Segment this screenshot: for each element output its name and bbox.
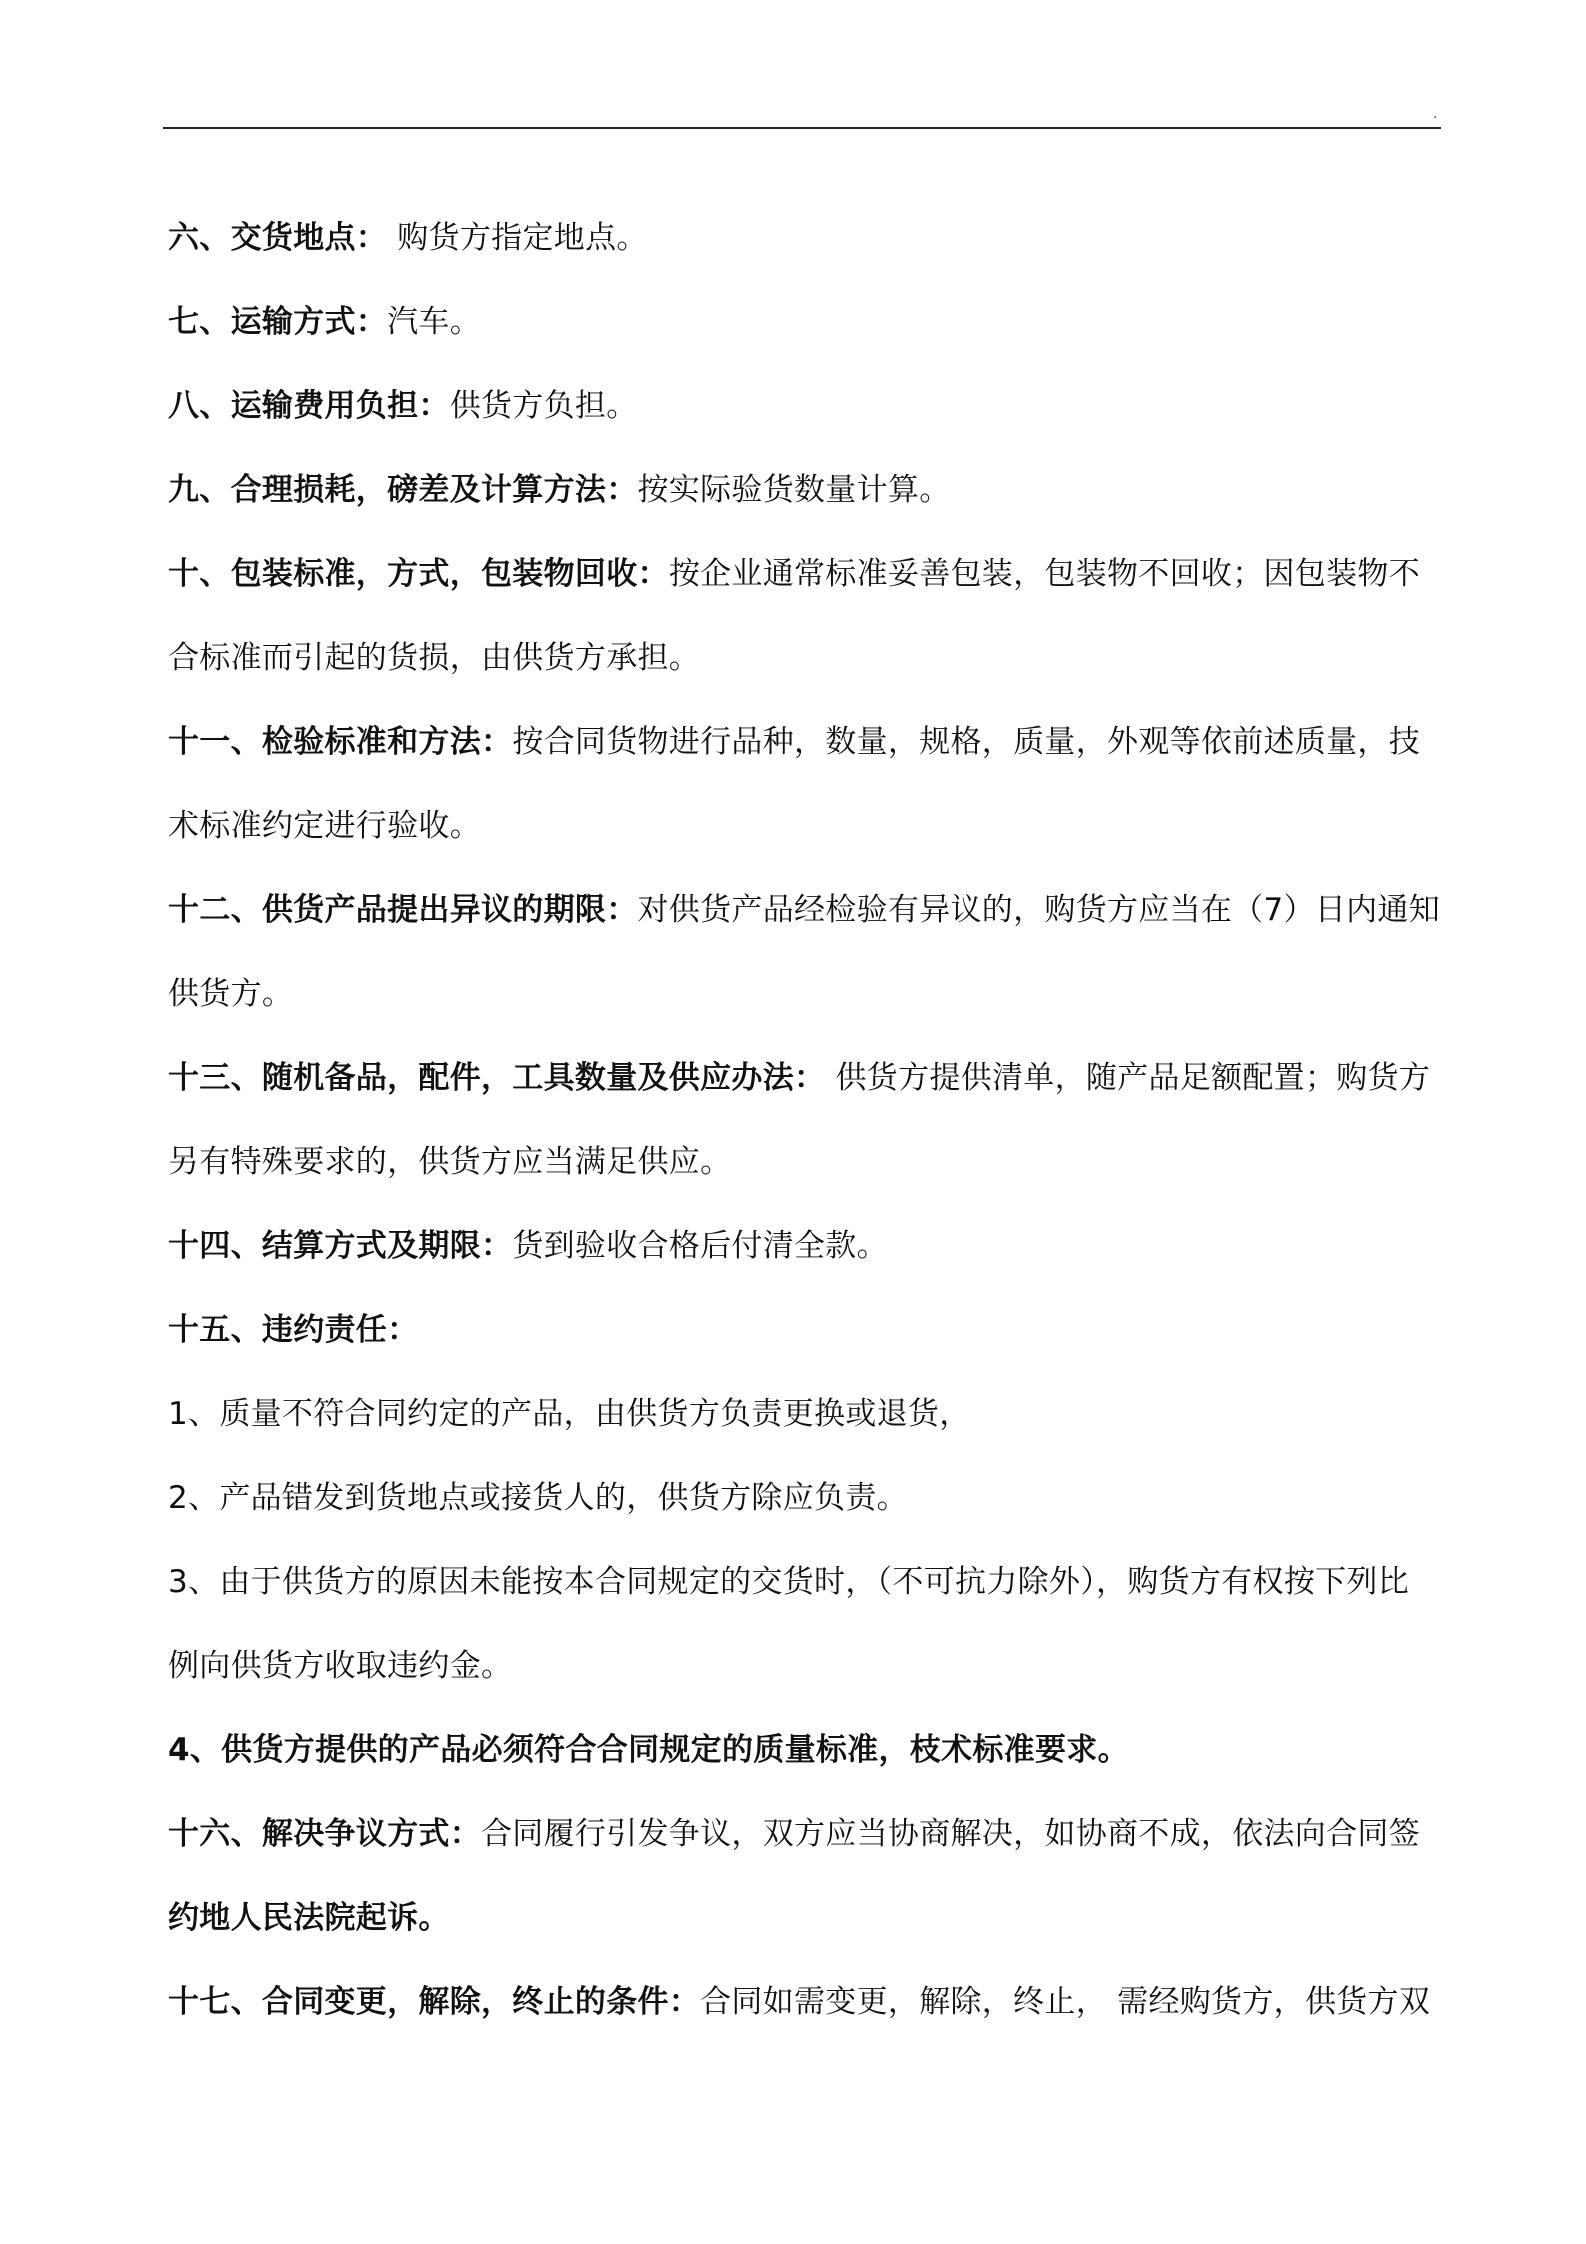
- clause-label: 十、包装标准，方式，包装物回收：: [168, 556, 669, 592]
- clause-7: [168, 280, 1450, 364]
- clause-text: 货到验收合格后付清全款。: [512, 1228, 888, 1264]
- clause-11-cont: [168, 784, 1450, 868]
- clause-text: 1、质量不符合同约定的产品，由供货方负责更换或退货，: [168, 1396, 971, 1432]
- clause-text: 3、由于供货方的原因未能按本合同规定的交货时，（不可抗力除外），购货方有权按下列比: [168, 1564, 1410, 1600]
- clause-15-item-3-cont: [168, 1624, 1450, 1708]
- clause-label: 八、运输费用负担：: [168, 388, 450, 424]
- clause-15-item-1: [168, 1372, 1450, 1456]
- clause-11: [168, 700, 1450, 784]
- clause-text: 购货方指定地点。: [387, 220, 648, 256]
- clause-label: 十一、检验标准和方法：: [168, 724, 513, 760]
- clause-9: [168, 448, 1450, 532]
- clause-14: [168, 1204, 1450, 1288]
- clause-12-cont: [168, 952, 1450, 1036]
- document-body: [168, 196, 1450, 2044]
- clause-8: [168, 364, 1450, 448]
- clause-15: [168, 1288, 1450, 1372]
- clause-label: 七、运输方式：: [168, 304, 388, 340]
- clause-text: 另有特殊要求的，供货方应当满足供应。: [168, 1144, 732, 1180]
- clause-label: 十四、结算方式及期限：: [168, 1228, 513, 1264]
- clause-text: 合标准而引起的货损，由供货方承担。: [168, 640, 701, 676]
- clause-13-cont: [168, 1120, 1450, 1204]
- clause-text: 2、产品错发到货地点或接货人的，供货方除应负责。: [168, 1480, 908, 1516]
- clause-label: 十三、随机备品，配件，工具数量及供应办法：: [168, 1060, 826, 1096]
- clause-15-item-2: [168, 1456, 1450, 1540]
- header-rule: [163, 127, 1441, 129]
- clause-16: [168, 1792, 1450, 1876]
- clause-label: 十二、供货产品提出异议的期限：: [168, 892, 638, 928]
- header-mark: .: [1433, 106, 1438, 122]
- clause-13: [168, 1036, 1450, 1120]
- clause-label: 约地人民法院起诉。: [168, 1900, 450, 1936]
- clause-label: 4、供货方提供的产品必须符合合同规定的质量标准，枝术标准要求。: [168, 1732, 1129, 1768]
- clause-text: 合同如需变更，解除，终止， 需经购货方，供货方双: [700, 1984, 1431, 2020]
- clause-text: 按实际验货数量计算。: [637, 472, 951, 508]
- clause-16-cont: [168, 1876, 1450, 1960]
- clause-text: 供货方。: [168, 976, 294, 1012]
- clause-text: 供货方提供清单，随产品足额配置；购货方: [825, 1060, 1431, 1096]
- clause-15-item-3: [168, 1540, 1450, 1624]
- clause-text: 对供货产品经检验有异议的，购货方应当在（7）日内通知: [637, 892, 1441, 928]
- clause-text: 合同履行引发争议，双方应当协商解决，如协商不成，依法向合同签: [481, 1816, 1420, 1852]
- clause-text: 按合同货物进行品种，数量，规格，质量，外观等依前述质量，技: [512, 724, 1421, 760]
- clause-text: 术标准约定进行验收。: [168, 808, 481, 844]
- clause-label: 六、交货地点：: [168, 220, 388, 256]
- clause-label: 十五、违约责任：: [168, 1312, 419, 1348]
- clause-10-cont: [168, 616, 1450, 700]
- clause-17: [168, 1960, 1450, 2044]
- clause-label: 九、合理损耗，磅差及计算方法：: [168, 472, 638, 508]
- clause-15-item-4: [168, 1708, 1450, 1792]
- clause-text: 供货方负担。: [449, 388, 638, 424]
- clause-label: 十六、解决争议方式：: [168, 1816, 481, 1852]
- clause-text: 按企业通常标准妥善包装，包装物不回收；因包装物不: [668, 556, 1421, 592]
- clause-6: [168, 196, 1450, 280]
- clause-label: 十七、合同变更，解除，终止的条件：: [168, 1984, 701, 2020]
- clause-12: [168, 868, 1450, 952]
- clause-10: [168, 532, 1450, 616]
- clause-text: 汽车。: [387, 304, 482, 340]
- clause-text: 例向供货方收取违约金。: [168, 1648, 513, 1684]
